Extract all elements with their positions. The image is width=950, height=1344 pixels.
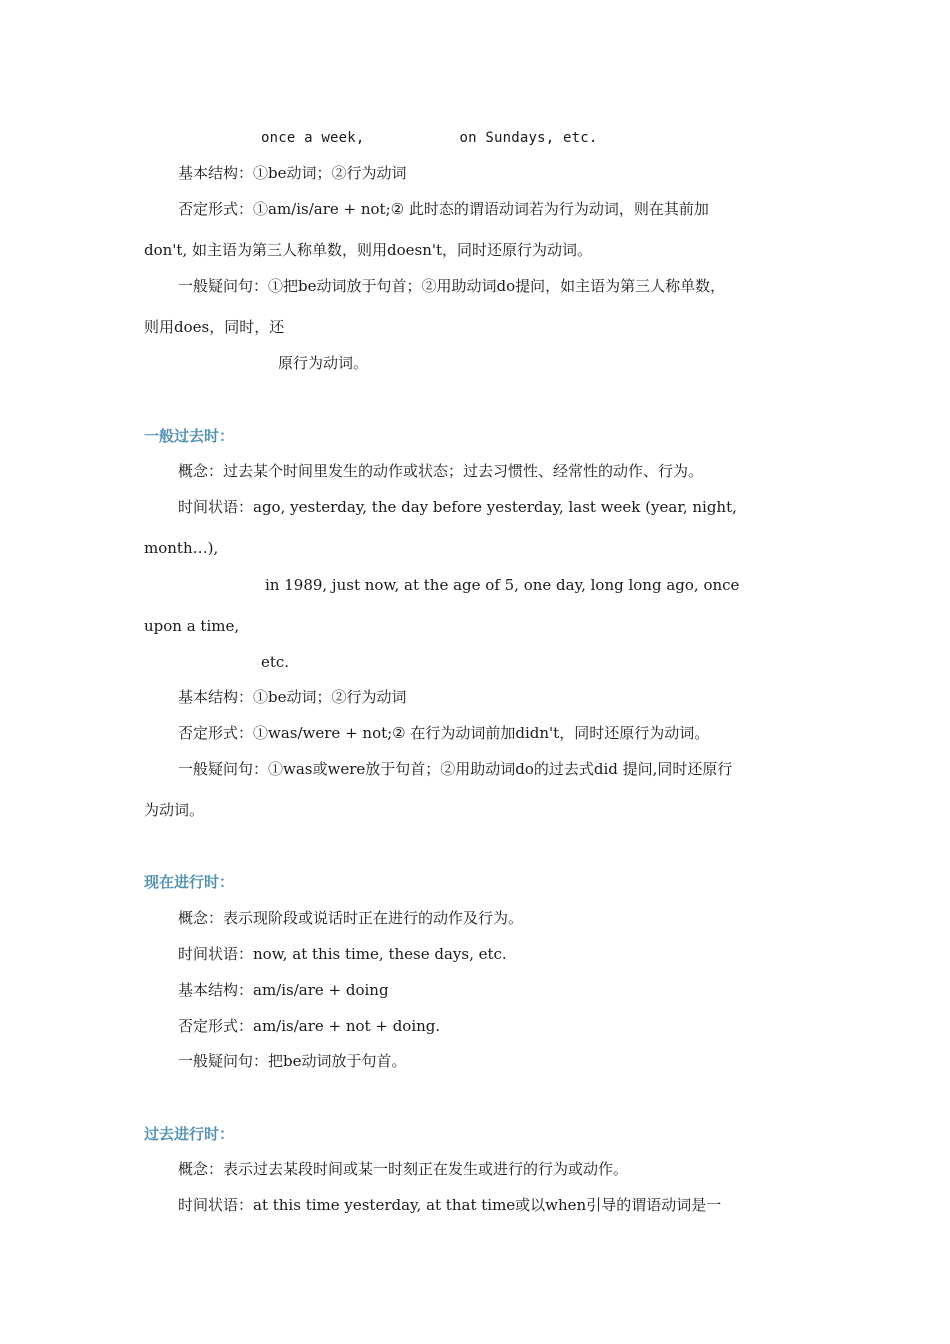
concept-line: 概念：表示现阶段或说话时正在进行的动作及行为。 bbox=[178, 909, 524, 927]
concept-line: 概念：表示过去某段时间或某一时刻正在发生或进行的行为或动作。 bbox=[178, 1160, 629, 1178]
time-adverbials-line: 时间状语：now, at this time, these days, etc. bbox=[178, 945, 507, 963]
section-heading-present-continuous: 现在进行时： bbox=[144, 873, 235, 891]
time-adverbials-line-5: etc. bbox=[261, 653, 290, 671]
negative-form-line: 否定形式：①am/is/are + not;② 此时态的谓语动词若为行为动词，则在其前加 bbox=[178, 200, 709, 218]
time-adverbials-line-2: month…), bbox=[144, 539, 219, 557]
question-form-line: 一般疑问句：①was或were放于句首；②用助动词do的过去式did 提问,同时还原行 bbox=[178, 760, 733, 778]
question-form-line-end: 原行为动词。 bbox=[278, 354, 369, 372]
negative-form-line-cont: don't, 如主语为第三人称单数，则用doesn't，同时还原行为动词。 bbox=[144, 241, 593, 259]
time-adverbials-line-4: upon a time, bbox=[144, 617, 240, 635]
time-adverbials-line: 时间状语：ago, yesterday, the day before yesterday, last week (year, night, bbox=[178, 498, 737, 516]
negative-form-line: 否定形式：am/is/are + not + doing. bbox=[178, 1017, 441, 1035]
question-form-line-cont: 则用does，同时，还 bbox=[144, 318, 285, 336]
time-adverbials-line: 时间状语：at this time yesterday, at that time或以when引导的谓语动词是一 bbox=[178, 1196, 722, 1214]
time-adverbials-line-3: in 1989, just now, at the age of 5, one day, long long ago, once bbox=[265, 576, 740, 594]
structure-line: 基本结构：①be动词；②行为动词 bbox=[178, 164, 407, 182]
negative-form-line: 否定形式：①was/were + not;② 在行为动词前加didn't，同时还原行为动词。 bbox=[178, 724, 710, 742]
section-heading-past-continuous: 过去进行时： bbox=[144, 1125, 235, 1143]
question-form-line: 一般疑问句：把be动词放于句首。 bbox=[178, 1052, 407, 1070]
question-form-line-cont: 为动词。 bbox=[144, 801, 205, 819]
concept-line: 概念：过去某个时间里发生的动作或状态；过去习惯性、经常性的动作、行为。 bbox=[178, 462, 704, 480]
time-adverbials-continued: once a week, on Sundays, etc. bbox=[261, 130, 598, 146]
section-heading-past-simple: 一般过去时： bbox=[144, 427, 235, 445]
structure-line: 基本结构：am/is/are + doing bbox=[178, 981, 389, 999]
question-form-line: 一般疑问句：①把be动词放于句首；②用助动词do提问，如主语为第三人称单数， bbox=[178, 277, 726, 295]
structure-line: 基本结构：①be动词；②行为动词 bbox=[178, 688, 407, 706]
